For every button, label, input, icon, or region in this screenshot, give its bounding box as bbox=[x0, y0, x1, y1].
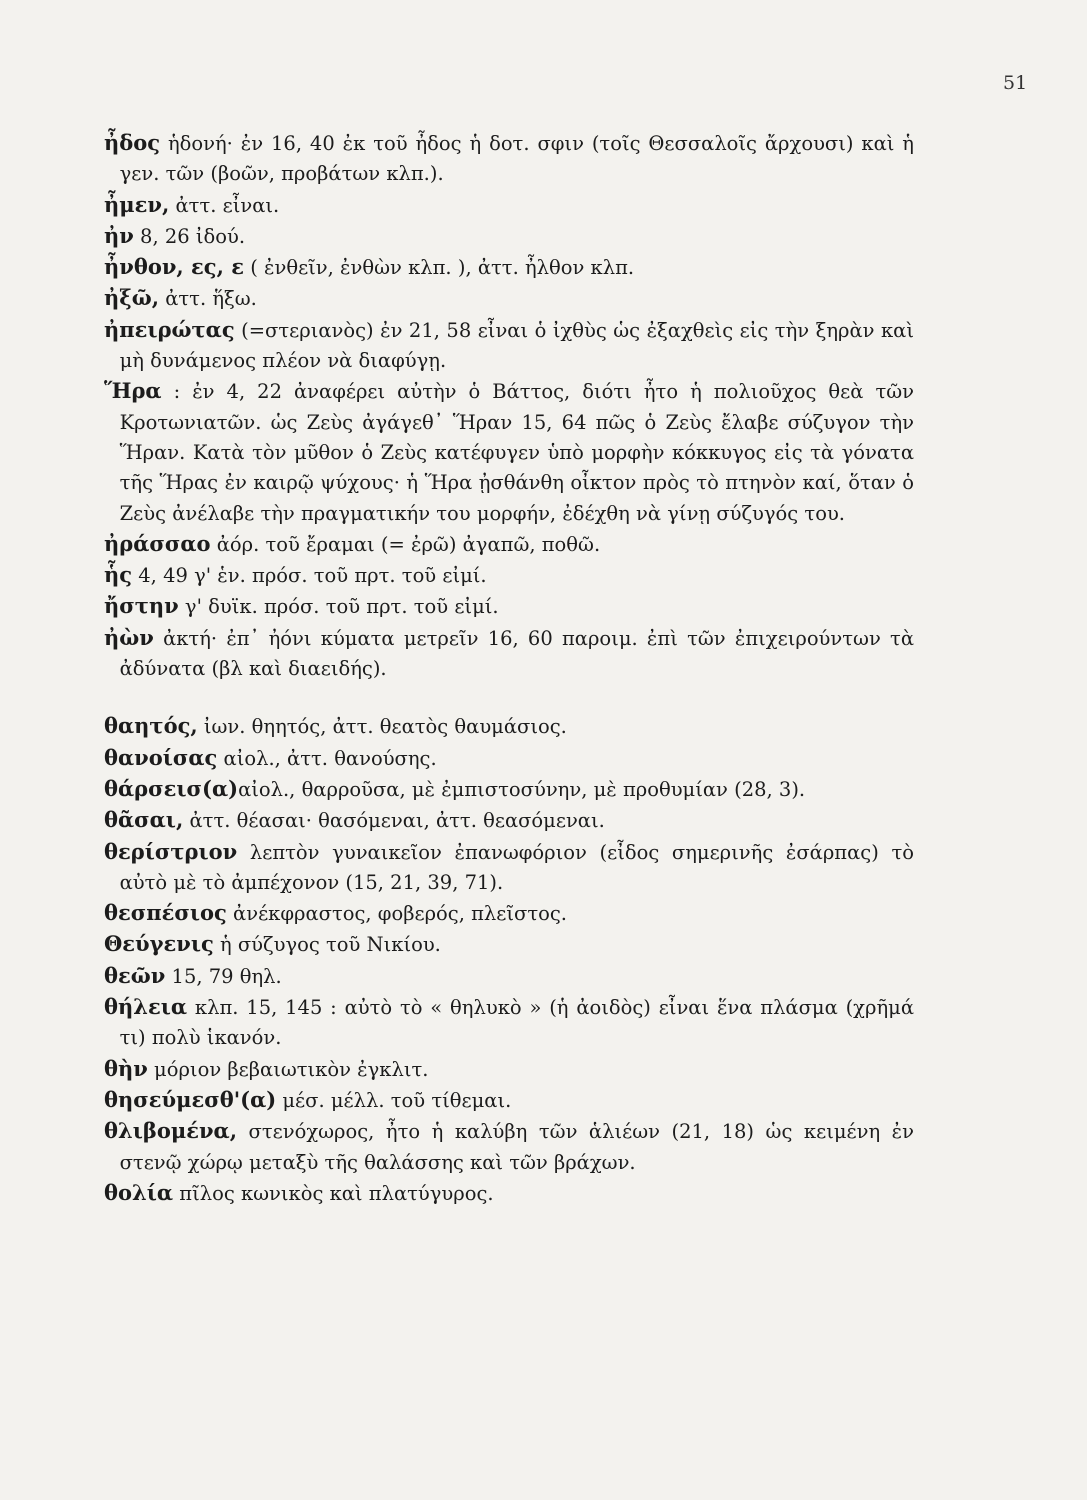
headword: ἦμεν, bbox=[104, 191, 170, 217]
headword: ἦδος bbox=[104, 130, 161, 155]
headword: θλιβομένα, bbox=[104, 1118, 238, 1144]
headword: θερίστριον bbox=[104, 838, 238, 864]
headword: θαητός, bbox=[104, 713, 198, 739]
entry-epeirotas bbox=[104, 315, 914, 377]
headword: θεσπέσιος bbox=[104, 900, 227, 926]
entry-es bbox=[104, 560, 914, 591]
headword: θησεύμεσθ'(α) bbox=[104, 1086, 277, 1112]
definition: 15, 79 θηλ. bbox=[165, 964, 282, 988]
entry-eon bbox=[104, 623, 914, 685]
entry-theugenis bbox=[104, 929, 914, 960]
headword: θεῶν bbox=[104, 962, 166, 988]
headword: θήλεια bbox=[104, 994, 188, 1020]
headword: ἠράσσαο bbox=[104, 530, 211, 556]
definition: κλπ. 15, 145 : αὐτὸ τὸ « θηλυκὸ » (ἡ ἀοιδὸς) εἶναι ἕνα πλάσμα (χρῆμά τι) πολὺ ἱκανόν. bbox=[119, 996, 914, 1050]
entry-tharseisa bbox=[104, 774, 914, 805]
definition: (=στεριανὸς) ἐν 21, 58 εἶναι ὁ ἰχθὺς ὡς ἐξαχθεὶς εἰς τὴν ξηρὰν καὶ μὴ δυνάμενος πλέον νὰ διαφύγῃ. bbox=[119, 318, 914, 373]
definition: ἀκτή· ἐπ᾽ ἠόνι κύματα μετρεῖν 16, 60 παροιμ. ἐπὶ τῶν ἐπιχειρούντων τὰ ἀδύνατα (βλ καὶ διαειδής). bbox=[119, 626, 914, 681]
entry-thlibomena bbox=[104, 1116, 914, 1178]
definition: ἀνέκφραστος, φοβερός, πλεῖστος. bbox=[226, 902, 567, 926]
page-number: 51 bbox=[1003, 72, 1028, 94]
headword: ἤστην bbox=[104, 593, 179, 619]
entry-esten bbox=[104, 591, 914, 622]
entry-tholia bbox=[104, 1178, 914, 1209]
definition: 4, 49 γ' ἑν. πρόσ. τοῦ πρτ. τοῦ εἰμί. bbox=[132, 564, 487, 588]
entry-erassao bbox=[104, 529, 914, 560]
entry-theleia bbox=[104, 992, 914, 1054]
definition: ἀττ. θέασαι· θασόμεναι, ἀττ. θεασόμεναι. bbox=[183, 809, 605, 833]
headword: θολία bbox=[104, 1179, 174, 1205]
definition: ( ἐνθεῖν, ἐνθὼν κλπ. ), ἀττ. ἦλθον κλπ. bbox=[244, 256, 635, 280]
headword: ἠν bbox=[104, 222, 134, 248]
headword: θάρσεισ(α) bbox=[104, 775, 239, 801]
glossary-entries bbox=[104, 128, 914, 1209]
definition: ἡ σύζυγος τοῦ Νικίου. bbox=[213, 933, 441, 957]
definition: ἀττ. ἥξω. bbox=[159, 287, 257, 311]
entry-edos bbox=[104, 128, 914, 190]
definition: στενόχωρος, ἦτο ἡ καλύβη τῶν ἁλιέων (21, 18) ὡς κειμένη ἐν στενῷ χώρῳ μεταξὺ τῆς θαλάσσης καὶ τῶν βράχων. bbox=[119, 1120, 914, 1174]
entry-en bbox=[104, 221, 914, 252]
definition: γ' δυϊκ. πρόσ. τοῦ πρτ. τοῦ εἰμί. bbox=[178, 595, 499, 619]
definition: ἀόρ. τοῦ ἔραμαι (= ἐρῶ) ἀγαπῶ, ποθῶ. bbox=[210, 532, 601, 556]
headword: ἠὼν bbox=[104, 624, 154, 650]
headword: ἠξῶ, bbox=[104, 285, 160, 311]
definition: μέσ. μέλλ. τοῦ τίθεμαι. bbox=[276, 1088, 512, 1112]
entry-theristrion bbox=[104, 837, 914, 899]
entry-thanoisas bbox=[104, 743, 914, 774]
definition: μόριον βεβαιωτικὸν ἐγκλιτ. bbox=[147, 1057, 429, 1081]
headword: θανοίσας bbox=[104, 744, 218, 770]
entry-thasai bbox=[104, 805, 914, 836]
headword: Θεύγενις bbox=[104, 931, 214, 957]
definition: : ἐν 4, 22 ἀναφέρει αὐτὴν ὁ Βάττος, διότι ἦτο ἡ πολιοῦχος θεὰ τῶν Κροτωνιατῶν. ὡς Ζεὺς ἀγάγεθ᾽ Ἥραν 15, 64 πῶς ὁ Ζεὺς ἔλαβε σύζυγον τὴν Ἥραν. Κατὰ τὸν μῦθον ὁ Ζεὺς κατέφυγεν ὑπὸ μορφὴν κόκκυγος εἰς τὰ γόνατα τῆς Ἥρας ἐν καιρῷ ψύχους· ἡ Ἥρα ᾐσθάνθη οἶκτον πρὸς τὸ πτηνὸν καί, ὅταν ὁ Ζεὺς ἀνέλαβε τὴν πραγματικήν του μορφήν, ἐδέχθη νὰ γίνῃ σύζυγός του. bbox=[119, 380, 914, 525]
definition: ἀττ. εἶναι. bbox=[169, 193, 280, 217]
entry-emen bbox=[104, 190, 914, 221]
headword: Ἥρα bbox=[104, 378, 162, 404]
headword: θᾶσαι, bbox=[104, 807, 184, 833]
headword: ἦνθον, ες, ε bbox=[104, 254, 244, 280]
definition: ἡδονή· ἐν 16, 40 ἐκ τοῦ ἦδος ἡ δοτ. σφιν (τοῖς Θεσσαλοῖς ἄρχουσι) καὶ ἡ γεν. τῶν (βοῶν, προβάτων κλπ.). bbox=[119, 132, 914, 186]
headword: θὴν bbox=[104, 1055, 148, 1081]
entry-enthon bbox=[104, 252, 914, 283]
entry-thespesios bbox=[104, 898, 914, 929]
entry-thaetos bbox=[104, 711, 914, 742]
entry-exo bbox=[104, 283, 914, 314]
definition: λεπτὸν γυναικεῖον ἐπανωφόριον (εἶδος σημερινῆς ἐσάρπας) τὸ αὐτὸ μὲ τὸ ἀμπέχονον (15, 21, 39, 71). bbox=[119, 840, 914, 894]
entry-theseumestha bbox=[104, 1085, 914, 1116]
entry-then bbox=[104, 1054, 914, 1085]
headword: ἠπειρώτας bbox=[104, 316, 235, 342]
definition: αἰολ., ἀττ. θανούσης. bbox=[217, 746, 437, 770]
entry-hera bbox=[104, 376, 914, 528]
definition: 8, 26 ἰδού. bbox=[133, 224, 246, 248]
headword: ἧς bbox=[104, 562, 133, 588]
definition: ἰων. θηητός, ἀττ. θεατὸς θαυμάσιος. bbox=[197, 715, 567, 739]
entry-theon bbox=[104, 961, 914, 992]
definition: πῖλος κωνικὸς καὶ πλατύγυρος. bbox=[173, 1181, 494, 1205]
definition: αἰολ., θαρροῦσα, μὲ ἐμπιστοσύνην, μὲ προθυμίαν (28, 3). bbox=[238, 777, 806, 801]
